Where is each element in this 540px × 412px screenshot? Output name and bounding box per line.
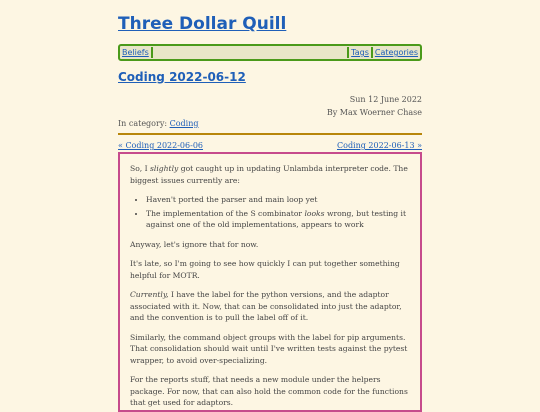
paragraph [130,163,410,186]
text: wrong, but testing it against one of the old implementations, appears to work [146,208,407,229]
emphasis: looks [304,208,325,218]
post-category [118,119,198,128]
site-title-link[interactable]: Three Dollar Quill [118,14,287,34]
nav-spacer [153,47,347,58]
text: got caught up in updating Unlambda interpreter code. The biggest issues currently are: [130,164,408,185]
category-link[interactable]: Coding [169,119,199,128]
category-label: In category: [118,119,168,128]
text: The implementation of the S combinator [146,208,305,218]
paragraph: It's late, so I'm going to see how quickly I can put together something helpful for MOTR. [130,259,400,280]
nav-link-tags[interactable]: Tags [351,48,369,57]
previous-post-link[interactable]: « Coding 2022-06-06 [118,141,203,150]
post-title-link[interactable]: Coding 2022-06-12 [118,70,246,84]
post-date: Sun 12 June 2022 [349,95,422,104]
list-item: • Haven't ported the parser and main loop yet [146,194,410,206]
post-author: By Max Woerner Chase [326,108,422,117]
next-post-link[interactable]: Coding 2022-06-13 » [337,141,422,150]
text: I have the label for the python versions, and the adaptor associated with it. Now, that can be consolidated into just the adaptor, and the convention is to pull the label off of it. [130,290,402,322]
paragraph: Similarly, the command object groups with the label for pip arguments. That consolidation should wait until I've written tests against the pytest wrapper, to avoid over-specializing. [130,332,408,365]
paragraph: Anyway, let's ignore that for now. [130,239,259,249]
nav-bar [118,44,422,61]
nav-link-categories[interactable]: Categories [374,48,418,57]
post-content [118,152,422,412]
issue-list [130,194,410,231]
paragraph: For the reports stuff, that needs a new module under the helpers package. For now, that can also hold the common code for the functions that get used for adaptors. [130,375,408,407]
nav-link-beliefs[interactable]: Beliefs [122,48,149,57]
paragraph [130,289,410,324]
divider [118,133,422,135]
text: So, I [130,164,151,173]
list-item [146,208,410,231]
emphasis: slightly [150,164,179,173]
emphasis: Currently, [130,290,169,299]
